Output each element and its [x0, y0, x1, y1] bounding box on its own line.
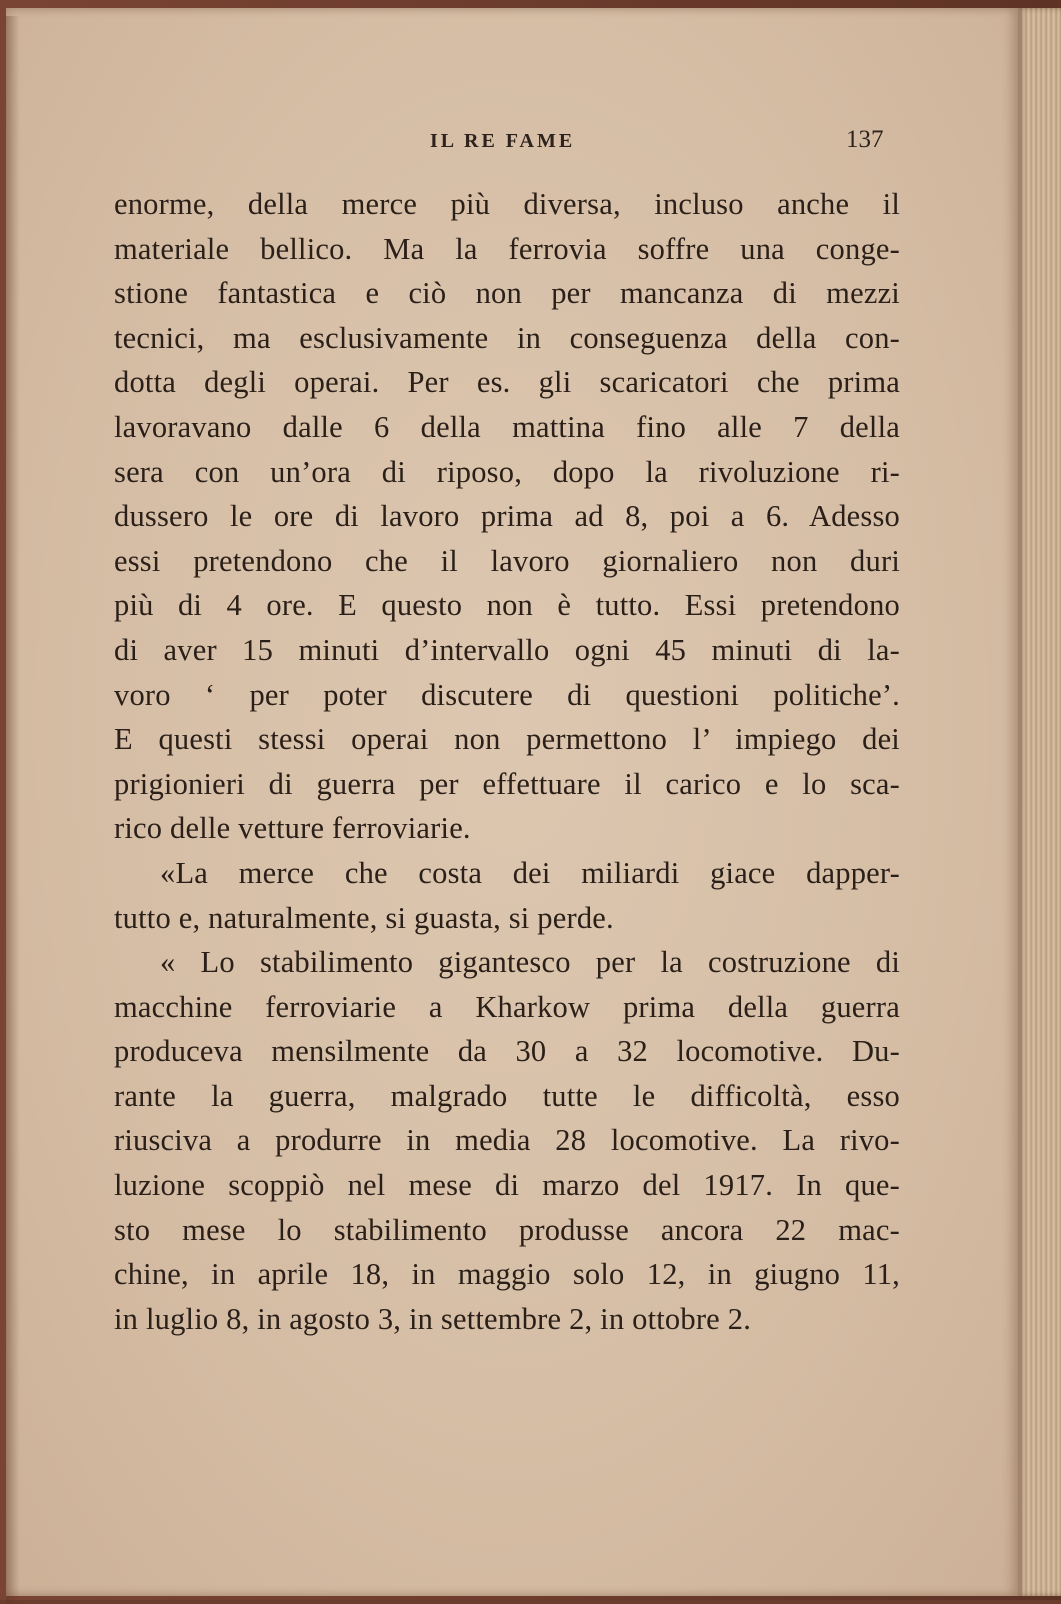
text-line: in luglio 8, in agosto 3, in settembre 2, in ottobre 2.	[114, 1301, 752, 1336]
text-line: rico delle vetture ferroviarie.	[114, 811, 471, 846]
running-head	[6, 126, 1018, 156]
text-line: macchine ferroviarie a Kharkow prima della guerra	[114, 989, 900, 1024]
text-line: tutto e, naturalmente, si guasta, si perde.	[114, 900, 614, 935]
text-line: prigionieri di guerra per effettuare il carico e lo sca-	[114, 766, 900, 801]
text-line: « Lo stabilimento gigantesco per la costruzione di	[160, 945, 900, 980]
text-line: produceva mensilmente da 30 a 32 locomotive. Du-	[114, 1034, 900, 1069]
book-page	[6, 8, 1018, 1596]
text-line: E questi stessi operai non permettono l’ impiego dei	[114, 722, 900, 757]
text-line: sera con un’ora di riposo, dopo la rivoluzione ri-	[114, 454, 900, 489]
text-line: tecnici, ma esclusivamente in conseguenza della con-	[114, 320, 900, 355]
text-line: materiale bellico. Ma la ferrovia soffre una conge-	[114, 231, 900, 266]
text-line: voro ‘ per poter discutere di questioni politiche’.	[114, 677, 900, 712]
text-line: lavoravano dalle 6 della mattina fino alle 7 della	[114, 409, 900, 444]
text-line: chine, in aprile 18, in maggio solo 12, in giugno 11,	[114, 1257, 900, 1292]
page-edges	[1018, 8, 1061, 1596]
text-body	[114, 182, 900, 1341]
text-line: di aver 15 minuti d’intervallo ogni 45 minuti di la-	[114, 632, 900, 667]
text-line: luzione scoppiò nel mese di marzo del 1917. In que-	[114, 1168, 900, 1203]
spine-shadow	[6, 16, 20, 1604]
text-line: rante la guerra, malgrado tutte le difficoltà, esso	[114, 1078, 900, 1113]
text-line: enorme, della merce più diversa, incluso anche il	[114, 187, 900, 221]
text-line: più di 4 ore. E questo non è tutto. Essi pretendono	[114, 588, 900, 623]
text-line: dotta degli operai. Per es. gli scaricatori che prima	[114, 365, 900, 400]
text-line: sto mese lo stabilimento produsse ancora 22 mac-	[114, 1212, 900, 1247]
text-line: «La merce che costa dei miliardi giace dapper-	[160, 855, 900, 890]
text-line: stione fantastica e ciò non per mancanza di mezzi	[114, 276, 900, 311]
text-line: riusciva a produrre in media 28 locomotive. La rivo-	[114, 1123, 900, 1158]
running-title: IL RE FAME	[430, 130, 576, 152]
page-number: 137	[846, 126, 884, 153]
text-line: essi pretendono che il lavoro giornaliero non duri	[114, 543, 900, 578]
text-line: dussero le ore di lavoro prima ad 8, poi a 6. Adesso	[114, 499, 900, 534]
